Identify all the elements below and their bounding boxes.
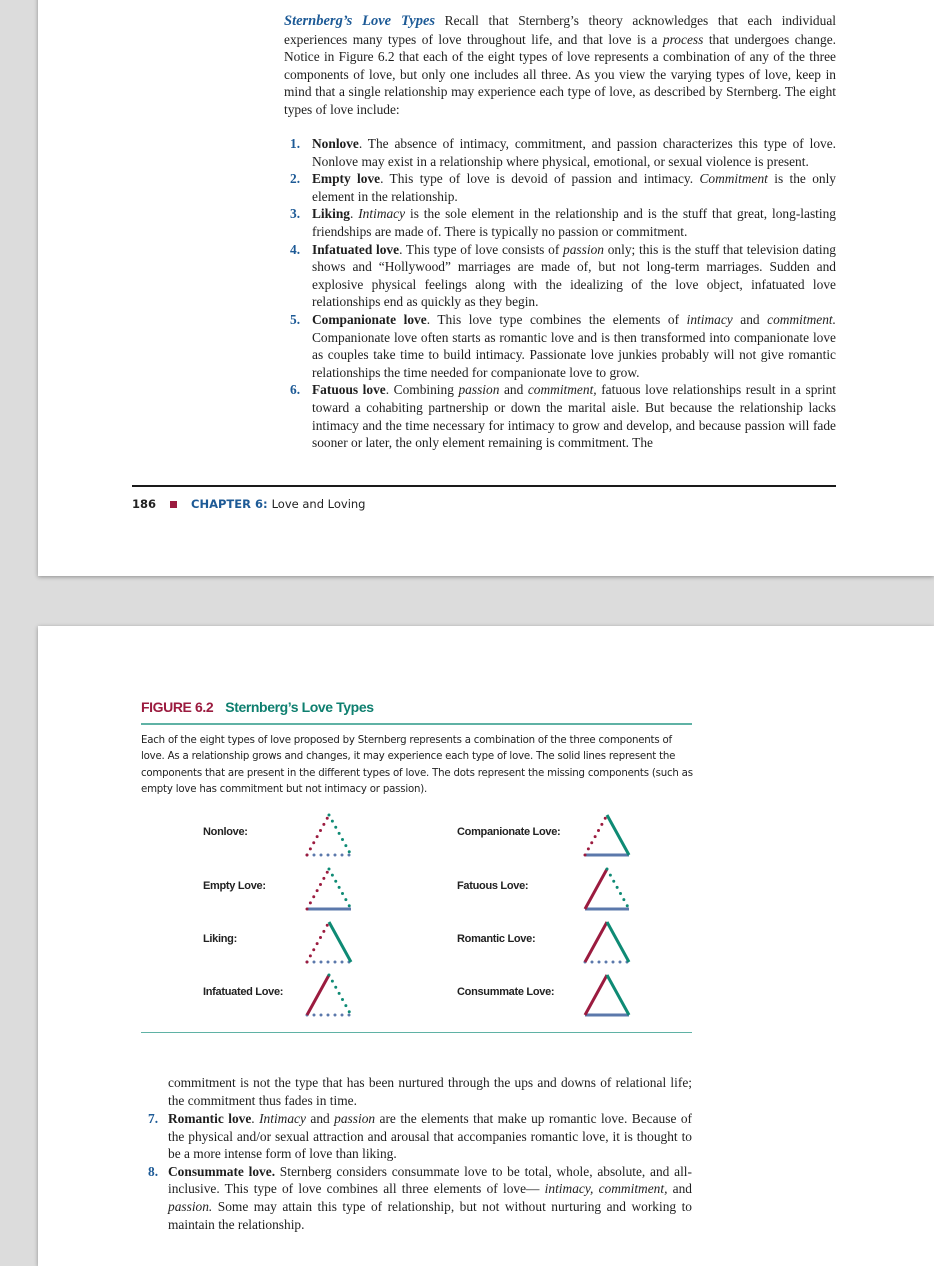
list-item-empty-love: 2. Empty love. This type of love is devoid of passion and intimacy. Commitment is the only element in the relationship. xyxy=(290,171,837,204)
figure-title xyxy=(141,699,374,715)
passion-dotted-side xyxy=(307,869,329,909)
label-empty-love: Empty Love: xyxy=(203,880,266,892)
list-item-romantic-love: 7. Romantic love. Intimacy and passion are the elements that make up romantic love. Because of the physical and/or sexual attraction and arousal that accompanies romantic love, it is thought to be a more intense form of love than liking. xyxy=(148,1111,692,1162)
label-consummate-love: Consummate Love: xyxy=(457,986,555,998)
label-liking: Liking: xyxy=(203,933,237,945)
triangle-romantic-love-icon xyxy=(582,919,632,965)
label-infatuated-love: Infatuated Love: xyxy=(203,986,284,998)
intimacy-dotted-side xyxy=(607,869,629,909)
list-item-liking: 3. Liking. Intimacy is the sole element in the relationship and is the stuff that great, long-lasting friendships are made of. There is typically no passion or commitment. xyxy=(290,206,836,239)
passion-solid-side xyxy=(307,975,329,1015)
intimacy-solid-side xyxy=(607,815,629,855)
list-item-nonlove: 1. Nonlove. The absence of intimacy, commitment, and passion characterizes this type of love. Nonlove may exist in a relationship where physical, emotional, or sexual violence is present. xyxy=(290,136,836,169)
figure-label: FIGURE 6.2 xyxy=(141,699,214,715)
passion-solid-side xyxy=(585,869,607,909)
page-186 xyxy=(38,0,934,576)
love-types-list-part2 xyxy=(134,1110,692,1233)
footer-rule xyxy=(132,485,836,487)
triangle-liking-icon xyxy=(304,919,354,965)
triangle-companionate-love-icon xyxy=(582,812,632,858)
triangle-infatuated-love-icon xyxy=(304,972,354,1018)
list-item-infatuated-love: 4. Infatuated love. This type of love consists of passion only; this is the stuff that television dating shows and “Hollywood” marriages are made of, but not long-term marriages. Sudden and explosive physical feelings along with the idealizing of the love object, infatuated love relationships end as quickly as they begin. xyxy=(290,241,837,310)
section-heading: Sternberg’s Love Types xyxy=(284,13,436,29)
label-companionate-love: Companionate Love: xyxy=(457,826,561,838)
figure-top-rule xyxy=(141,723,692,725)
list-item-companionate-love: 5. Companionate love. This love type combines the elements of intimacy and commitment. Companionate love often starts as romantic love and is then transformed into companionate love as couples take time to build intimacy. Passionate love junkies probably will not give romantic relationships the time needed for companionate love to grow. xyxy=(290,311,836,380)
list-item-fatuous-love: 6. Fatuous love. Combining passion and commitment, fatuous love relationships result in a sprint toward a cohabiting partnership or down the marital aisle. But because the relationship lacks intimacy and the time necessary for intimacy to grow and develop, and because passion will fade sooner or later, the only element remaining is commitment. The xyxy=(290,382,837,451)
chapter-label: CHAPTER 6: xyxy=(191,497,268,511)
label-nonlove: Nonlove: xyxy=(203,826,248,838)
intimacy-dotted-side xyxy=(329,869,351,909)
label-romantic-love: Romantic Love: xyxy=(457,933,536,945)
intimacy-dotted-side xyxy=(329,815,351,855)
intimacy-dotted-side xyxy=(329,975,351,1015)
intimacy-solid-side xyxy=(607,922,629,962)
passion-dotted-side xyxy=(585,815,607,855)
triangle-nonlove-icon xyxy=(304,812,354,858)
square-bullet-icon xyxy=(170,501,177,508)
triangle-empty-love-icon xyxy=(304,866,354,912)
continuation-text: commitment is not the type that has been nurtured through the ups and downs of relational life; the commitment thus fades in time. xyxy=(168,1075,692,1108)
intimacy-solid-side xyxy=(607,975,629,1015)
figure-caption: Each of the eight types of love proposed by Sternberg represents a combination of the three components of love. As a relationship grows and changes, it may experience each type of love. The solid lines represent the components that are present in the different types of love. The dots represent the missing components (such as empty love has commitment but not intimacy or passion). xyxy=(141,735,693,796)
page-number: 186 xyxy=(132,497,157,511)
love-types-list-part1 xyxy=(290,135,836,452)
label-fatuous-love: Fatuous Love: xyxy=(457,880,529,892)
intro-paragraph: Sternberg’s Love Types Recall that Sternberg’s theory acknowledges that each individual experiences many types of love throughout life, and that love is a process that undergoes change. Notice in Figure 6.2 that each of the eight types of love represents a combination of any of the three components of love, but only one includes all three. As you view the varying types of love, keep in mind that a single relationship may experience each type of love, as described by Sternberg. The eight types of love include: xyxy=(284,13,836,117)
list-item-consummate-love: 8. Consummate love. Sternberg considers consummate love to be total, whole, absolute, and all-inclusive. This type of love combines all three elements of love— intimacy, commitment, and passion. Some may attain this type of relationship, but not without nurturing and working to maintain the relationship. xyxy=(148,1163,692,1232)
triangle-consummate-love-icon xyxy=(582,972,632,1018)
passion-solid-side xyxy=(585,922,607,962)
passion-solid-side xyxy=(585,975,607,1015)
figure-name: Sternberg’s Love Types xyxy=(225,699,374,715)
passion-dotted-side xyxy=(307,815,329,855)
passion-dotted-side xyxy=(307,922,329,962)
intimacy-solid-side xyxy=(329,922,351,962)
page-footer xyxy=(132,497,365,511)
page-187 xyxy=(38,626,934,1266)
figure-bottom-rule xyxy=(141,1032,692,1033)
chapter-title: Love and Loving xyxy=(271,497,366,511)
triangle-fatuous-love-icon xyxy=(582,866,632,912)
